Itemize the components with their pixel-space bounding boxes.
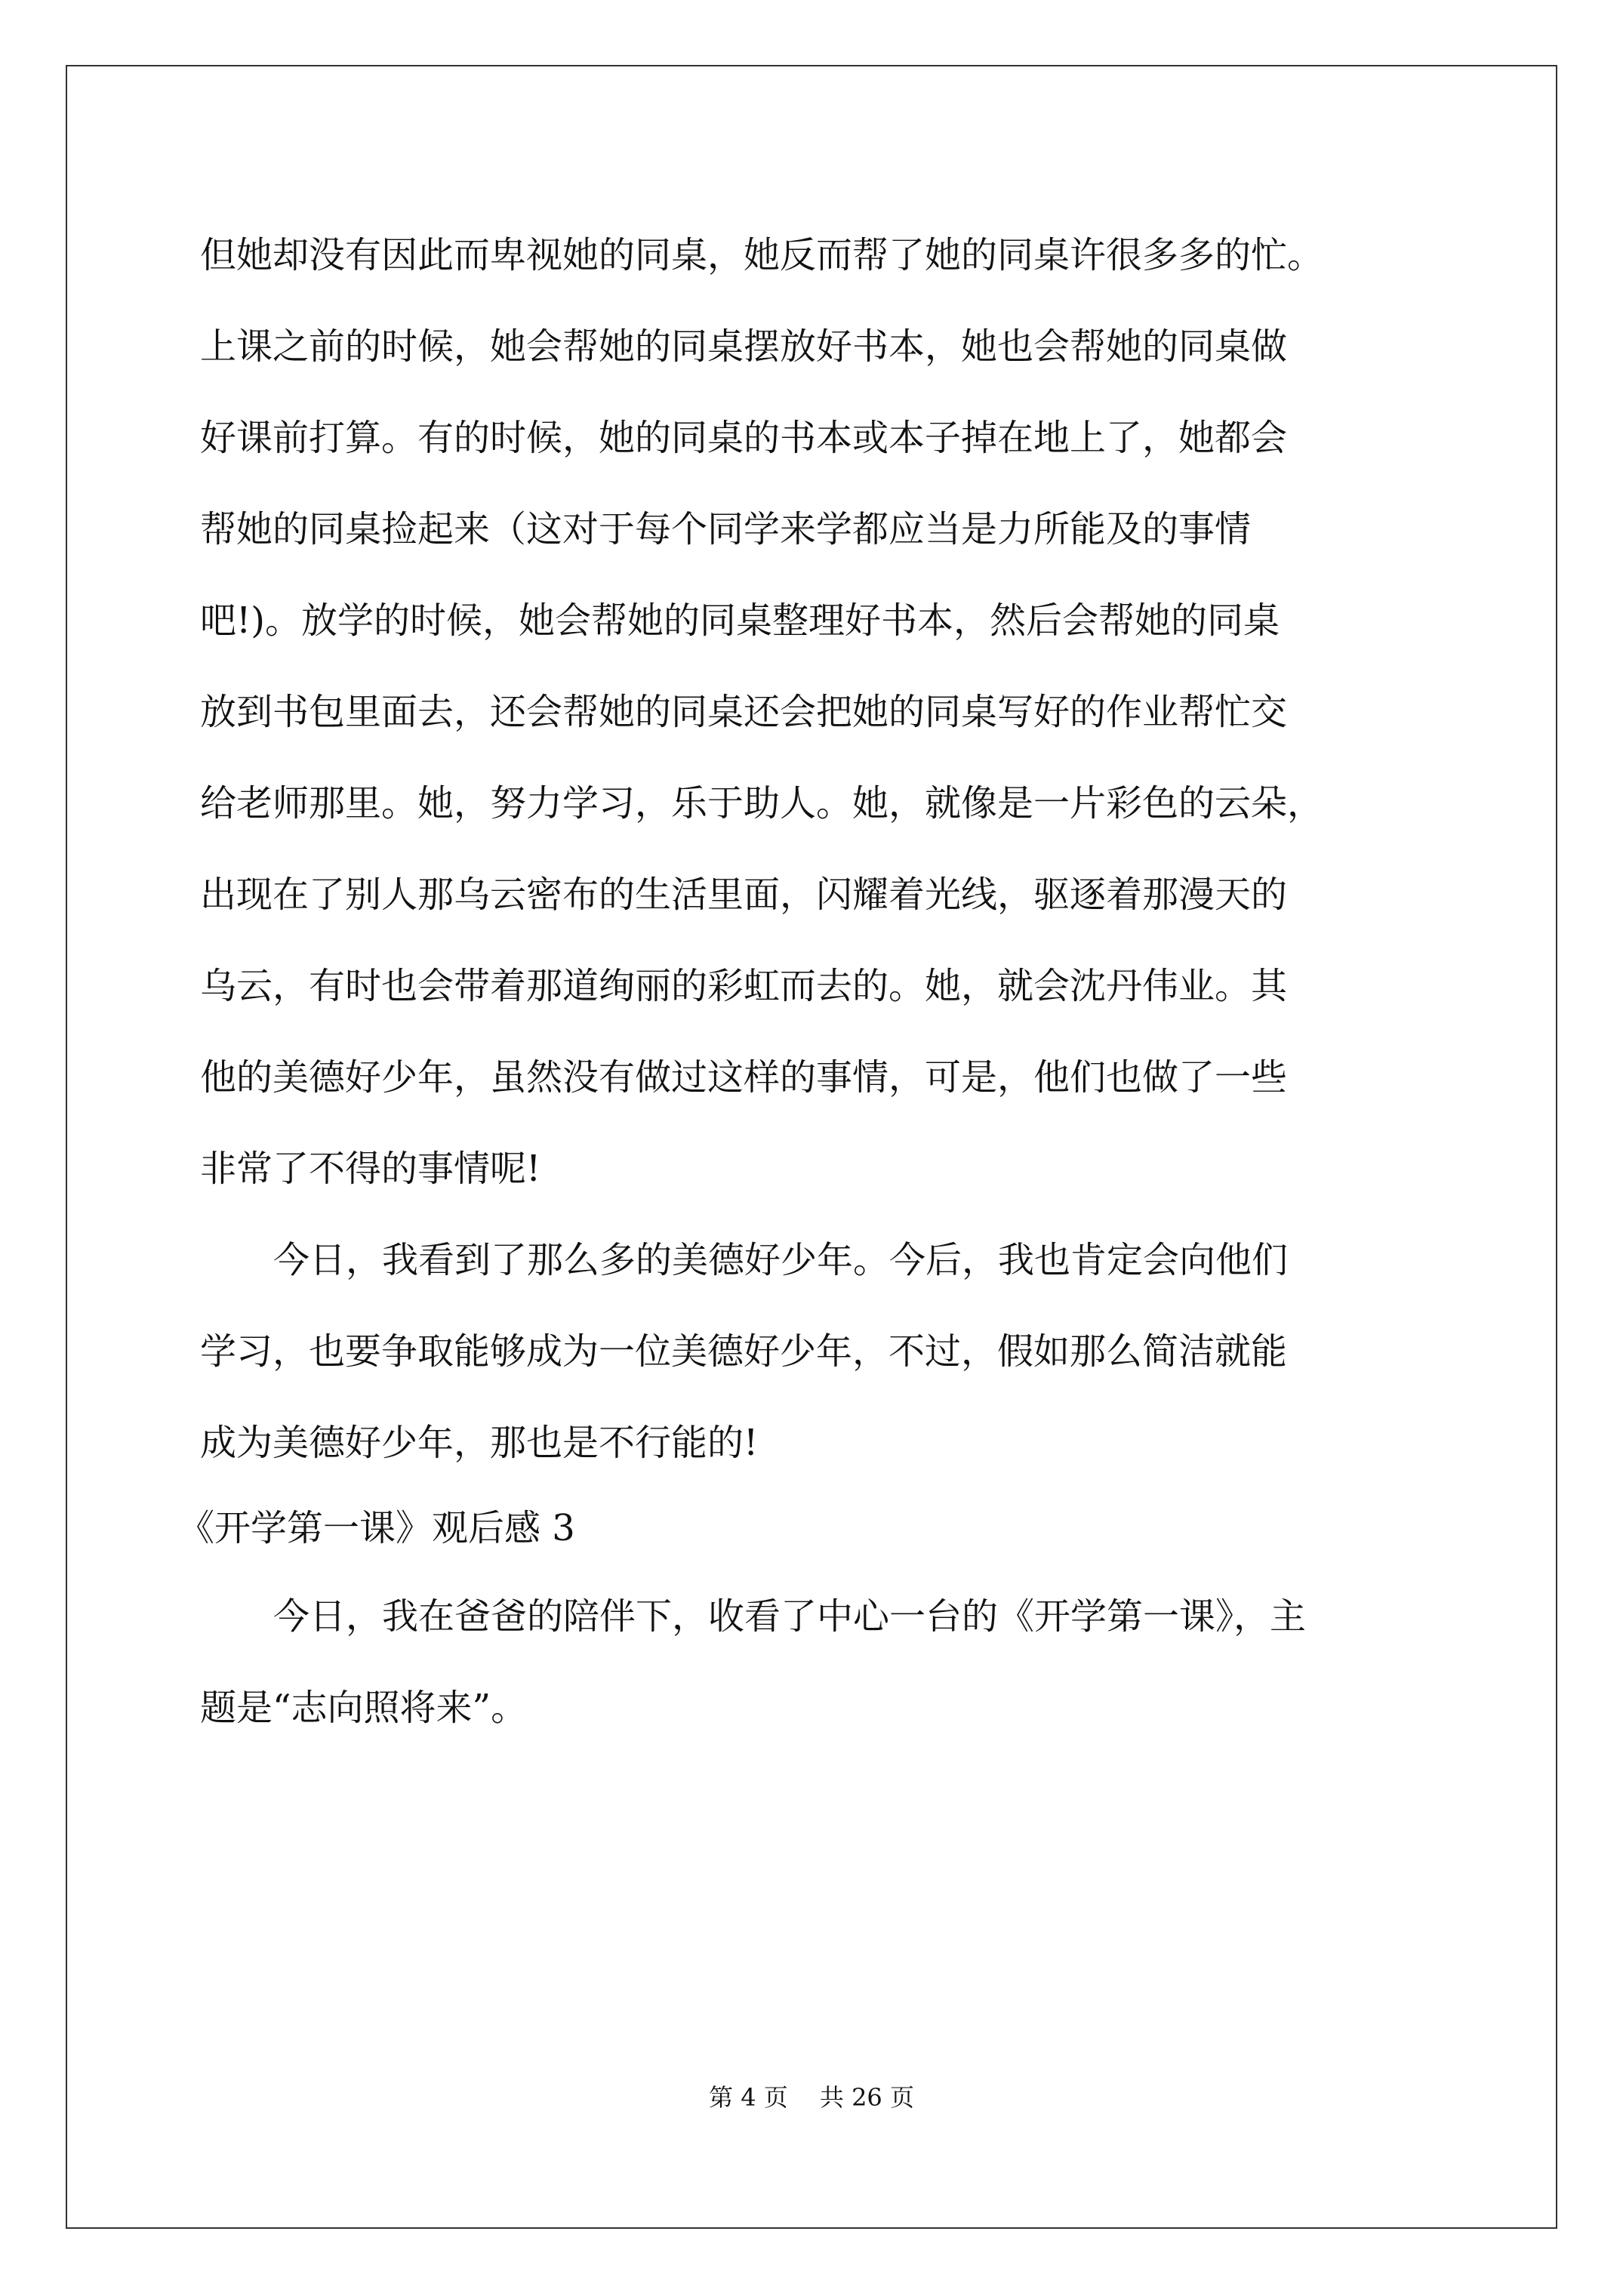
body-line: 出现在了别人那乌云密布的生活里面，闪耀着光线，驱逐着那漫天的 [200,874,1288,916]
body-line: 放到书包里面去，还会帮她的同桌还会把她的同桌写好的作业帮忙交 [200,691,1288,733]
body-line: 今日，我在爸爸的陪伴下，收看了中心一台的《开学第一课》，主 [273,1595,1307,1638]
body-line: 上课之前的时候，她会帮她的同桌摆放好书本，她也会帮她的同桌做 [200,325,1288,368]
body-line: 吧!)。放学的时候，她会帮她的同桌整理好书本，然后会帮她的同桌 [200,599,1280,642]
body-line: 好课前打算。有的时候，她的同桌的书本或本子掉在地上了，她都会 [200,417,1288,459]
body-line: 今日，我看到了那么多的美德好少年。今后，我也肯定会向他们 [273,1239,1289,1281]
body-line: 题是“志向照将来”。 [200,1687,528,1729]
body-line: 学习，也要争取能够成为一位美德好少年，不过，假如那么简洁就能 [200,1330,1288,1373]
body-line: 乌云，有时也会带着那道绚丽的彩虹而去的。她，就会沈丹伟业。其 [200,965,1288,1007]
section-heading: 《开学第一课》观后感 3 [178,1507,575,1549]
body-line: 但她却没有因此而卑视她的同桌，她反而帮了她的同桌许很多多的忙。 [200,234,1324,276]
body-line: 成为美德好少年，那也是不行能的! [200,1422,759,1464]
body-line: 给老师那里。她，努力学习，乐于助人。她，就像是一片彩色的云朵， [200,782,1324,824]
body-line: 帮她的同桌捡起来（这对于每个同学来学都应当是力所能及的事情 [200,508,1252,550]
body-line: 非常了不得的事情呢! [200,1148,541,1190]
body-line: 他的美德好少年，虽然没有做过这样的事情，可是，他们也做了一些 [200,1056,1288,1099]
page-number-footer: 第 4 页 共 26 页 [709,2083,914,2112]
